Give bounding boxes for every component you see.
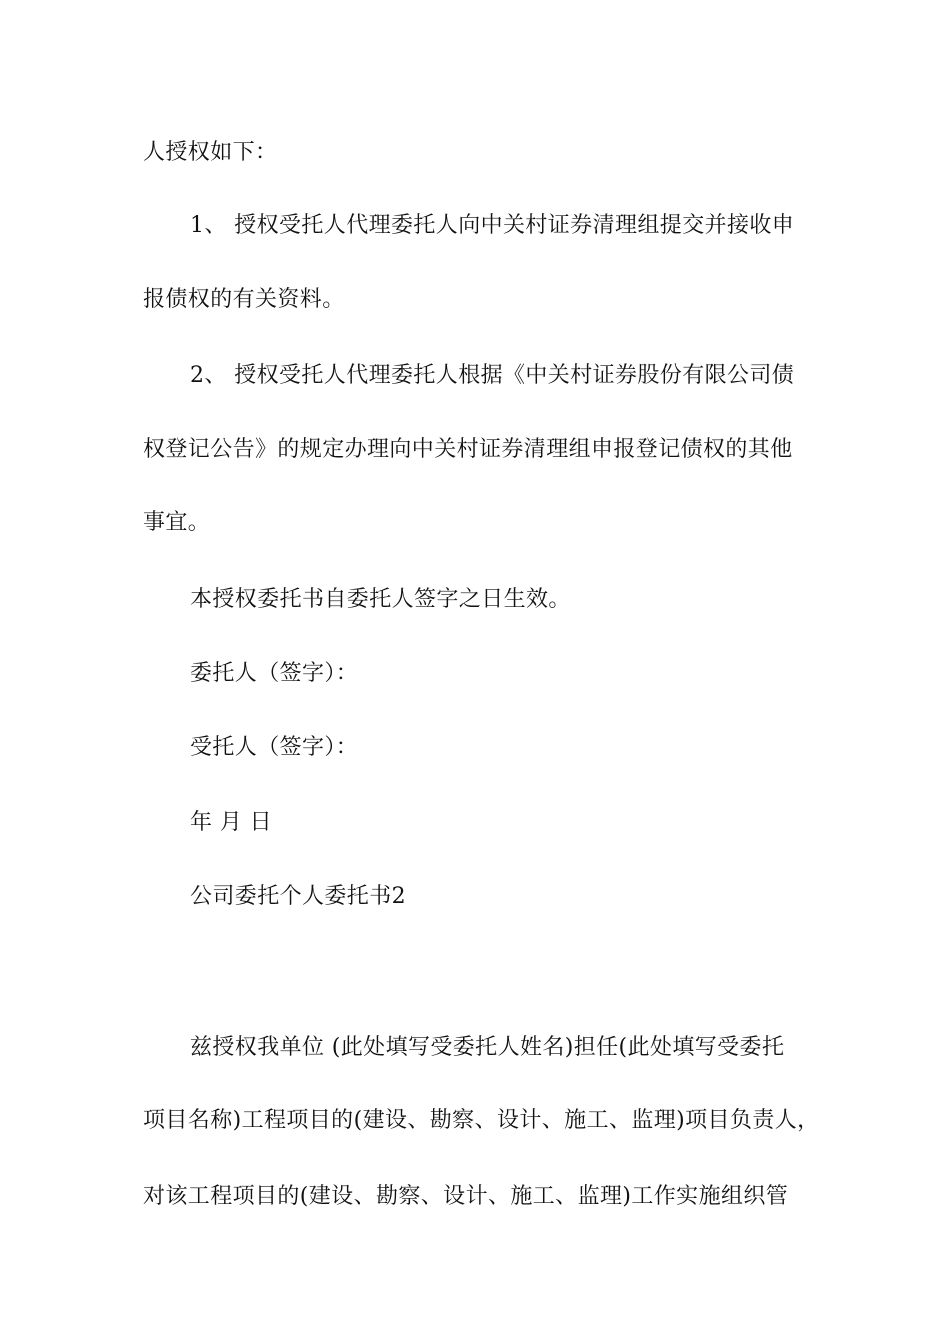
paragraph-line: 项目名称)工程项目的(建设、勘察、设计、施工、监理)项目负责人，: [143, 1108, 820, 1133]
paragraph-line: 事宜。: [143, 510, 211, 535]
paragraph-line: 权登记公告》的规定办理向中关村证券清理组申报登记债权的其他: [143, 437, 793, 462]
paragraph-line: 人授权如下：: [143, 140, 278, 165]
agent-signature-line: 受托人（签字）：: [190, 735, 359, 760]
section-heading: 公司委托个人委托书2: [190, 884, 406, 909]
paragraph-line: 报债权的有关资料。: [143, 287, 345, 312]
paragraph-line: 兹授权我单位 (此处填写受委托人姓名)担任(此处填写受委托: [190, 1035, 785, 1060]
paragraph-line: 2、 授权受托人代理委托人根据《中关村证券股份有限公司债: [190, 363, 795, 388]
paragraph-line: 对该工程项目的(建设、勘察、设计、施工、监理)工作实施组织管: [143, 1184, 789, 1209]
principal-signature-line: 委托人（签字）：: [190, 661, 359, 686]
effective-statement: 本授权委托书自委托人签字之日生效。: [190, 587, 571, 612]
date-line: 年 月 日: [190, 810, 272, 835]
paragraph-line: 1、 授权受托人代理委托人向中关村证券清理组提交并接收申: [190, 213, 795, 238]
